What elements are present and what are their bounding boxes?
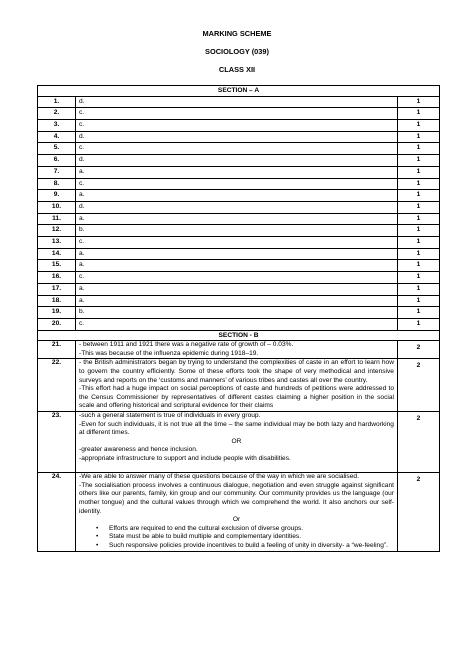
marks-value: 1 bbox=[397, 237, 439, 249]
answer-text: d. bbox=[76, 96, 398, 108]
answer-row bbox=[38, 120, 440, 132]
answer-text bbox=[76, 412, 398, 473]
answer-row bbox=[38, 307, 440, 319]
marks-value: 1 bbox=[397, 108, 439, 120]
answer-row bbox=[38, 318, 440, 330]
answer-text: b. bbox=[76, 307, 398, 319]
question-number: 5. bbox=[38, 143, 76, 155]
document-subject: SOCIOLOGY (039) bbox=[205, 47, 269, 56]
marks-value: 2 bbox=[416, 476, 421, 484]
question-number: 21. bbox=[38, 341, 76, 359]
answer-row bbox=[38, 166, 440, 178]
answer-text: d. bbox=[76, 155, 398, 167]
or-separator: Or bbox=[232, 516, 241, 524]
answer-text: a. bbox=[76, 248, 398, 260]
answer-row-22 bbox=[38, 359, 440, 412]
answer-row-24 bbox=[38, 473, 440, 551]
section-a-header-row bbox=[38, 86, 440, 97]
answer-line: - between 1911 and 1921 there was a negative rate of growth of – 0.03%. bbox=[79, 341, 294, 349]
answer-bullet-list bbox=[79, 525, 394, 551]
marks-cell bbox=[397, 359, 439, 412]
marks-value: 1 bbox=[397, 260, 439, 272]
marks-value: 1 bbox=[397, 283, 439, 295]
answer-row bbox=[38, 225, 440, 237]
answer-text: b. bbox=[76, 225, 398, 237]
answer-row bbox=[38, 295, 440, 307]
marks-value: 1 bbox=[397, 178, 439, 190]
answer-text bbox=[76, 341, 398, 359]
question-number: 11. bbox=[38, 213, 76, 225]
answer-text: c. bbox=[76, 318, 398, 330]
answer-text bbox=[76, 473, 398, 551]
question-number: 4. bbox=[38, 131, 76, 143]
answer-bullet: • Efforts are required to end the cultural exclusion of diverse groups. bbox=[109, 525, 394, 534]
question-number: 19. bbox=[38, 307, 76, 319]
answer-row-23 bbox=[38, 412, 440, 473]
answer-paragraph: -We are able to answer many of these questions because of the way in which we are socialised. bbox=[79, 473, 359, 481]
marks-value: 1 bbox=[397, 166, 439, 178]
question-number: 8. bbox=[38, 178, 76, 190]
answer-row bbox=[38, 213, 440, 225]
answer-paragraph: -The socialisation process involves a continuous dialogue, negotiation and even struggle against significant others like our parents, family, kin group and our community. Our community provides us the language (our mother tongue) and the cultural values through which we comprehend the world. It also anchors our self-identity. bbox=[79, 481, 394, 515]
marks-cell bbox=[397, 473, 439, 551]
question-number: 20. bbox=[38, 318, 76, 330]
answer-paragraph: -This effort had a huge impact on social perceptions of caste and hundreds of petitions were addressed to the Census Commissioner by representatives of different castes claiming a higher position in the social scale and offering historical and scriptural evidence for their claims bbox=[79, 385, 394, 410]
document-title: MARKING SCHEME bbox=[202, 29, 272, 38]
answer-text: d. bbox=[76, 201, 398, 213]
answer-row bbox=[38, 96, 440, 108]
marks-value: 1 bbox=[397, 131, 439, 143]
answer-row bbox=[38, 201, 440, 213]
answer-text: c. bbox=[76, 108, 398, 120]
answer-row bbox=[38, 237, 440, 249]
marks-cell bbox=[397, 341, 439, 359]
answer-bullet: • Such responsive policies provide incentives to build a feeling of unity in diversity- a “we-feeling”. bbox=[109, 542, 394, 551]
question-number: 1. bbox=[38, 96, 76, 108]
answer-paragraph: -greater awareness and hence inclusion. bbox=[79, 446, 198, 454]
answer-text: a. bbox=[76, 166, 398, 178]
answer-text: c. bbox=[76, 272, 398, 284]
marks-value: 1 bbox=[397, 318, 439, 330]
question-number: 22. bbox=[38, 359, 76, 412]
question-number: 12. bbox=[38, 225, 76, 237]
marks-value: 1 bbox=[397, 190, 439, 202]
marks-value: 1 bbox=[397, 225, 439, 237]
answer-row-21 bbox=[38, 341, 440, 359]
marks-value: 1 bbox=[397, 213, 439, 225]
document-class: CLASS XII bbox=[218, 65, 256, 74]
answer-row bbox=[38, 108, 440, 120]
answer-row bbox=[38, 178, 440, 190]
question-number: 10. bbox=[38, 201, 76, 213]
question-number: 6. bbox=[38, 155, 76, 167]
question-number: 14. bbox=[38, 248, 76, 260]
marks-cell bbox=[397, 412, 439, 473]
section-a-title: SECTION – A bbox=[38, 86, 440, 97]
marks-value: 1 bbox=[397, 295, 439, 307]
answer-row bbox=[38, 131, 440, 143]
answer-text: c. bbox=[76, 237, 398, 249]
question-number: 18. bbox=[38, 295, 76, 307]
question-number: 13. bbox=[38, 237, 76, 249]
answer-text: a. bbox=[76, 260, 398, 272]
question-number: 23. bbox=[38, 412, 76, 473]
answer-text: a. bbox=[76, 283, 398, 295]
answer-line: -This was because of the influenza epidemic during 1918–19. bbox=[79, 349, 259, 357]
marks-value: 1 bbox=[397, 155, 439, 167]
marks-value: 1 bbox=[397, 96, 439, 108]
marks-value: 1 bbox=[397, 143, 439, 155]
answer-paragraph: -Even for such individuals, it is not true all the time – the same individual may be both lazy and hardworking at different times. bbox=[79, 420, 394, 437]
answer-row bbox=[38, 155, 440, 167]
marks-value: 1 bbox=[397, 307, 439, 319]
answer-text: a. bbox=[76, 190, 398, 202]
question-number: 24. bbox=[38, 473, 76, 551]
question-number: 16. bbox=[38, 272, 76, 284]
answer-paragraph: -appropriate infrastructure to support and include people with disabilities. bbox=[79, 454, 291, 462]
answer-bullet: • State must be able to build multiple and complementary identities. bbox=[109, 533, 394, 542]
marking-table-body bbox=[38, 86, 440, 552]
marks-value: 1 bbox=[397, 248, 439, 260]
answer-paragraph: - the British administrators began by trying to understand the complexities of caste in an effort to learn how to govern the country efficiently. Some of these efforts took the shape of very methodical and intensive surveys and reports on the ‘customs and manners’ of various tribes and castes all over the country. bbox=[79, 359, 394, 384]
question-number: 3. bbox=[38, 120, 76, 132]
section-b-title: SECTION - B bbox=[38, 330, 440, 341]
answer-text: c. bbox=[76, 178, 398, 190]
question-number: 9. bbox=[38, 190, 76, 202]
answer-row bbox=[38, 260, 440, 272]
or-separator: OR bbox=[231, 437, 242, 445]
answer-text bbox=[76, 359, 398, 412]
marks-value: 1 bbox=[397, 201, 439, 213]
question-number: 15. bbox=[38, 260, 76, 272]
answer-text: c. bbox=[76, 120, 398, 132]
marks-value: 1 bbox=[397, 120, 439, 132]
answer-row bbox=[38, 283, 440, 295]
marks-value: 2 bbox=[416, 415, 421, 422]
answer-row bbox=[38, 190, 440, 202]
answer-text: a. bbox=[76, 295, 398, 307]
question-number: 7. bbox=[38, 166, 76, 178]
section-b-header-row bbox=[38, 330, 440, 341]
answer-text: c. bbox=[76, 143, 398, 155]
question-number: 2. bbox=[38, 108, 76, 120]
question-number: 17. bbox=[38, 283, 76, 295]
answer-row bbox=[38, 272, 440, 284]
answer-row bbox=[38, 248, 440, 260]
answer-paragraph: -such a general statement is true of individuals in every group. bbox=[79, 412, 261, 419]
marking-table bbox=[37, 85, 440, 552]
marks-value: 2 bbox=[416, 344, 421, 352]
marks-value: 2 bbox=[416, 362, 421, 370]
answer-text: a. bbox=[76, 213, 398, 225]
answer-text: d. bbox=[76, 131, 398, 143]
answer-row bbox=[38, 143, 440, 155]
marks-value: 1 bbox=[397, 272, 439, 284]
